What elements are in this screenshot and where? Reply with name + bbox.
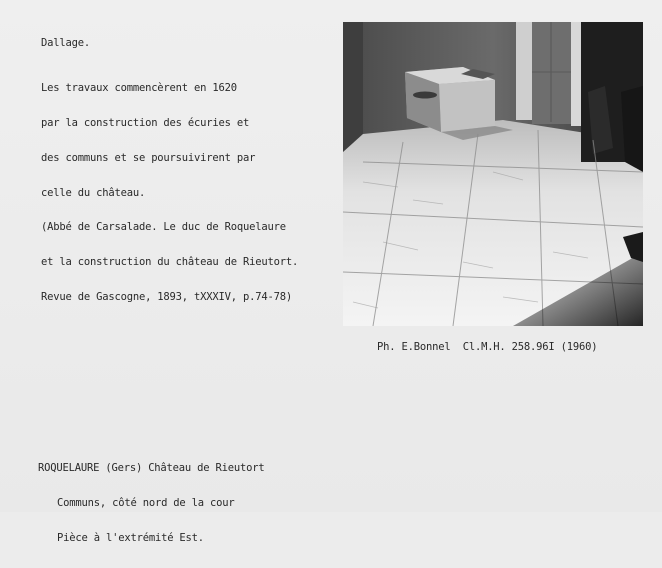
note-line: Revue de Gascogne, 1893, tXXXIV, p.74-78) [41,290,292,303]
photo-credit: Ph. E.Bonnel Cl.M.H. 258.96I (1960) [377,341,598,353]
note-line: des communs et se poursuivirent par [41,151,256,164]
location-line: ROQUELAURE (Gers) Château de Rieutort [38,462,265,475]
location-caption [38,440,265,568]
note-line: celle du château. [41,186,146,199]
location-line: Pièce à l'extrémité Est. [57,531,204,544]
note-line: par la construction des écuries et [41,116,250,129]
location-line: Communs, côté nord de la cour [57,496,235,509]
note-line: Les travaux commencèrent en 1620 [41,82,237,95]
historical-notes [41,60,298,327]
note-line: (Abbé de Carsalade. Le duc de Roquelaure [41,221,286,234]
floor-photograph [343,22,643,326]
note-line: et la construction du château de Rieutort. [41,256,299,269]
card-heading: Dallage. [41,37,90,49]
